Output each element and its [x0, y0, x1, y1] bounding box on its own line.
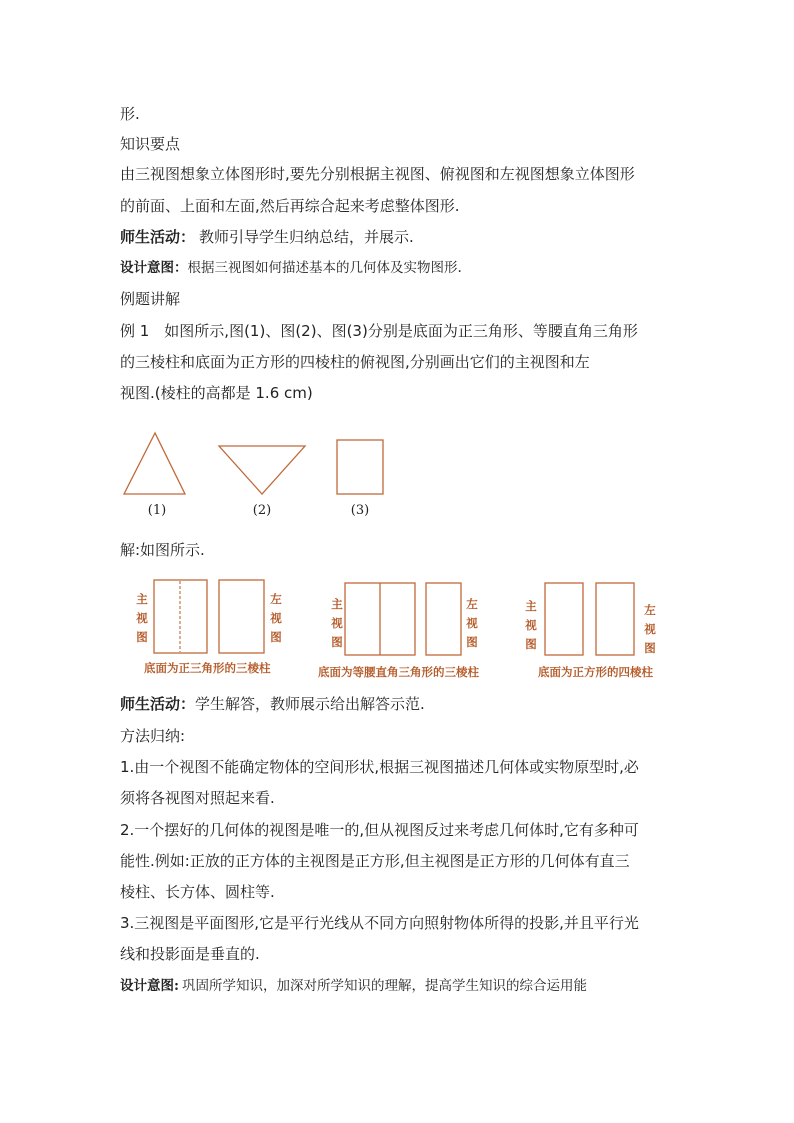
section-heading: 方法归纳: — [120, 727, 186, 745]
front-view-label-2: 主视图 — [331, 597, 343, 649]
left-view-label-1: 左视图 — [270, 592, 282, 644]
text-line: 2.一个摆好的几何体的视图是唯一的,但从视图反过来考虑几何体时,它有多种可 — [120, 821, 639, 839]
design-intent-label: 设计意图： — [120, 260, 188, 276]
text-line: 1.由一个视图不能确定物体的空间形状,根据三视图描述几何体或实物原型时,必 — [120, 758, 639, 776]
text-line: 棱柱、长方体、圆柱等. — [120, 883, 275, 901]
design-intent-label: 设计意图: — [120, 978, 179, 994]
text-line: 的前面、上面和左面,然后再综合起来考虑整体图形. — [120, 197, 460, 215]
text-line: 形. — [120, 105, 140, 123]
text-line: 3.三视图是平面图形,它是平行光线从不同方向照射物体所得的投影,并且平行光 — [120, 914, 639, 932]
left-view-label-3: 左视图 — [644, 603, 656, 655]
front-view-label-1: 主视图 — [136, 592, 148, 644]
text-line: 的三棱柱和底面为正方形的四棱柱的俯视图,分别画出它们的主视图和左 — [120, 353, 590, 371]
design-intent-text: 根据三视图如何描述基本的几何体及实物图形. — [187, 260, 462, 276]
left-view-2 — [426, 583, 461, 655]
caption-1: 底面为正三角形的三棱柱 — [144, 661, 271, 675]
text-line: 须将各视图对照起来看. — [120, 789, 275, 807]
section-heading: 例题讲解 — [120, 290, 181, 308]
caption-3: 底面为正方形的四棱柱 — [538, 665, 653, 679]
design-intent-text: 巩固所学知识，加深对所学知识的理解，提高学生知识的综合运用能 — [181, 978, 587, 994]
activity-text: 学生解答，教师展示给出解答示范. — [195, 695, 425, 713]
front-view-label-3: 主视图 — [525, 599, 537, 651]
triangle-view-1 — [124, 433, 185, 494]
left-view-1 — [219, 580, 264, 653]
figure-label-1: (1) — [147, 503, 167, 518]
square-view-3 — [337, 440, 383, 494]
caption-2: 底面为等腰直角三角形的三棱柱 — [318, 665, 479, 679]
triangle-view-2 — [219, 446, 305, 494]
text-line: 由三视图想象立体图形时,要先分别根据主视图、俯视图和左视图想象立体图形 — [120, 165, 635, 183]
section-heading: 知识要点 — [120, 135, 181, 153]
activity-line — [120, 694, 425, 714]
left-view-3 — [596, 583, 634, 655]
text-line: 线和投影面是垂直的. — [120, 945, 260, 963]
text-line: 视图.(棱柱的高都是 1.6 cm) — [120, 384, 313, 402]
front-view-3 — [545, 583, 583, 655]
activity-label: 师生活动： — [120, 695, 196, 713]
activity-text: 教师引导学生归纳总结，并展示. — [199, 228, 414, 246]
figure-label-3: (3) — [350, 503, 370, 518]
activity-label: 师生活动： — [120, 228, 196, 246]
figure-label-2: (2) — [252, 503, 272, 518]
design-intent-line — [120, 976, 587, 996]
left-view-label-2: 左视图 — [466, 597, 478, 649]
solution-line: 解:如图所示. — [120, 541, 205, 559]
text-line: 能性.例如:正放的正方体的主视图是正方形,但主视图是正方形的几何体有直三 — [120, 852, 630, 870]
text-line: 例 1 如图所示,图(1)、图(2)、图(3)分别是底面为正三角形、等腰直角三角形 — [120, 322, 638, 340]
